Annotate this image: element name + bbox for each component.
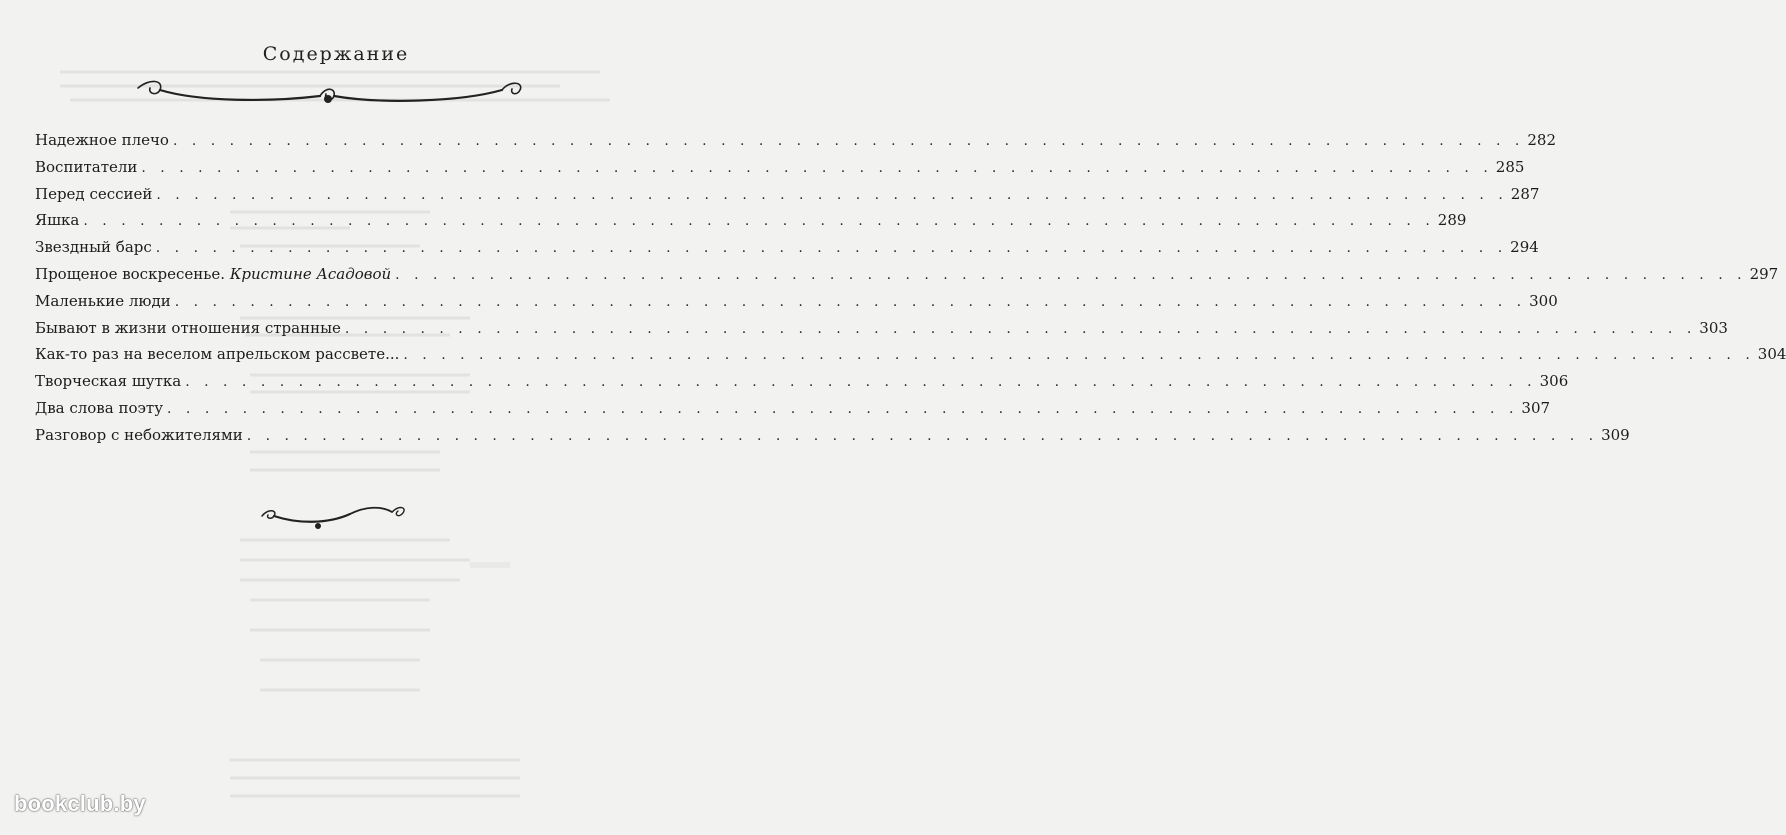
toc-entry-title: Маленькие люди bbox=[35, 291, 171, 310]
toc-entry[interactable] bbox=[35, 345, 1786, 372]
page-title: Содержание bbox=[262, 43, 410, 65]
toc-page-number: 304 bbox=[1757, 345, 1786, 364]
toc-entry-title: Перед сессией bbox=[35, 184, 153, 203]
toc-page-number: 309 bbox=[1601, 425, 1630, 444]
toc-page-number: 300 bbox=[1529, 291, 1558, 310]
toc-entry[interactable] bbox=[35, 398, 1551, 426]
toc-entry[interactable] bbox=[35, 318, 1728, 346]
toc-entry-title: Разговор с небожителями bbox=[35, 425, 243, 444]
toc-dot-leader: . . . . . . . . . . . . . . . . . . . . . . . . . . . . . . . . . . . . . . . . . . . . . . . . . . . . . . . . . . . . . . . . . . . . . . . . bbox=[174, 293, 1527, 310]
toc-dot-leader: . . . . . . . . . . . . . . . . . . . . . . . . . . . . . . . . . . . . . . . . . . . . . . . . . . . . . . . . . . . . . . . . . . . . . . . . bbox=[156, 186, 1508, 203]
site-watermark: bookclub.by bbox=[14, 791, 146, 816]
toc-entry-title: Два слова поэту bbox=[35, 398, 164, 417]
toc-entry-title: Звездный барс bbox=[35, 238, 152, 257]
swirl-divider-icon bbox=[258, 498, 408, 534]
toc-entry[interactable] bbox=[35, 264, 1779, 292]
toc-entry-title: Надежное плечо bbox=[35, 131, 169, 149]
toc-page-number: 294 bbox=[1510, 238, 1539, 257]
toc-dot-leader: . . . . . . . . . . . . . . . . . . . . . . . . . . . . . . . . . . . . . . . . . . . . . . . . . . . . . . . . . . . . . . . . . . . . . . . . bbox=[83, 213, 1435, 230]
toc-entry[interactable] bbox=[35, 372, 1569, 399]
toc-entry[interactable] bbox=[35, 184, 1540, 212]
toc-dot-leader: . . . . . . . . . . . . . . . . . . . . . . . . . . . . . . . . . . . . . . . . . . . . . . . . . . . . . . . . . . . . . . . . . . . . . . . . bbox=[344, 320, 1697, 337]
toc-dot-leader: . . . . . . . . . . . . . . . . . . . . . . . . . . . . . . . . . . . . . . . . . . . . . . . . . . . . . . . . . . . . . . . . . . . . . . . . bbox=[403, 347, 1755, 364]
toc-dot-leader: . . . . . . . . . . . . . . . . . . . . . . . . . . . . . . . . . . . . . . . . . . . . . . . . . . . . . . . . . . . . . . . . . . . . . . . . bbox=[246, 427, 1599, 444]
toc-dot-leader: . . . . . . . . . . . . . . . . . . . . . . . . . . . . . . . . . . . . . . . . . . . . . . . . . . . . . . . . . . . . . . . . . . . . . . . . bbox=[172, 133, 1525, 149]
toc-entry[interactable] bbox=[35, 211, 1467, 238]
toc-page-number: 303 bbox=[1699, 318, 1728, 337]
toc-page-number: 287 bbox=[1510, 184, 1540, 203]
toc-entry-title: Творческая шутка bbox=[35, 372, 182, 391]
toc-dot-leader: . . . . . . . . . . . . . . . . . . . . . . . . . . . . . . . . . . . . . . . . . . . . . . . . . . . . . . . . . . . . . . . . . . . . . . . . bbox=[395, 266, 1747, 283]
toc-entry-title: Как-то раз на веселом апрельском рассвете... bbox=[35, 345, 400, 364]
toc-page-number: 306 bbox=[1539, 372, 1569, 391]
toc-page-number: 282 bbox=[1527, 131, 1556, 149]
toc-page-number: 297 bbox=[1749, 264, 1779, 283]
toc-page-number: 289 bbox=[1437, 211, 1467, 230]
toc-entry-title: Яшка bbox=[35, 211, 80, 230]
toc-entry[interactable] bbox=[35, 291, 1558, 319]
toc-dot-leader: . . . . . . . . . . . . . . . . . . . . . . . . . . . . . . . . . . . . . . . . . . . . . . . . . . . . . . . . . . . . . . . . . . . . . . . . bbox=[167, 400, 1519, 417]
toc-entry[interactable] bbox=[35, 425, 1630, 453]
toc-page-number: 307 bbox=[1521, 398, 1551, 417]
toc-entry[interactable] bbox=[35, 131, 1556, 158]
toc-entry-title: Воспитатели bbox=[35, 157, 138, 176]
flourish-divider-icon bbox=[130, 72, 530, 112]
toc-dot-leader: . . . . . . . . . . . . . . . . . . . . . . . . . . . . . . . . . . . . . . . . . . . . . . . . . . . . . . . . . . . . . . . . . . . . . . . . bbox=[185, 374, 1537, 391]
toc-entry-title: Прощеное воскресенье. Кристине Асадовой bbox=[35, 264, 392, 283]
toc-page-number: 285 bbox=[1495, 157, 1525, 176]
toc-entry-title: Бывают в жизни отношения странные bbox=[35, 318, 341, 337]
toc-entry-dedication: Кристине Асадовой bbox=[229, 264, 392, 283]
toc-dot-leader: . . . . . . . . . . . . . . . . . . . . . . . . . . . . . . . . . . . . . . . . . . . . . . . . . . . . . . . . . . . . . . . . . . . . . . . . bbox=[141, 159, 1493, 176]
table-of-contents bbox=[35, 131, 1786, 453]
toc-entry[interactable] bbox=[35, 238, 1539, 265]
toc-dot-leader: . . . . . . . . . . . . . . . . . . . . . . . . . . . . . . . . . . . . . . . . . . . . . . . . . . . . . . . . . . . . . . . . . . . . . . . . bbox=[155, 240, 1508, 257]
toc-entry[interactable] bbox=[35, 157, 1525, 185]
